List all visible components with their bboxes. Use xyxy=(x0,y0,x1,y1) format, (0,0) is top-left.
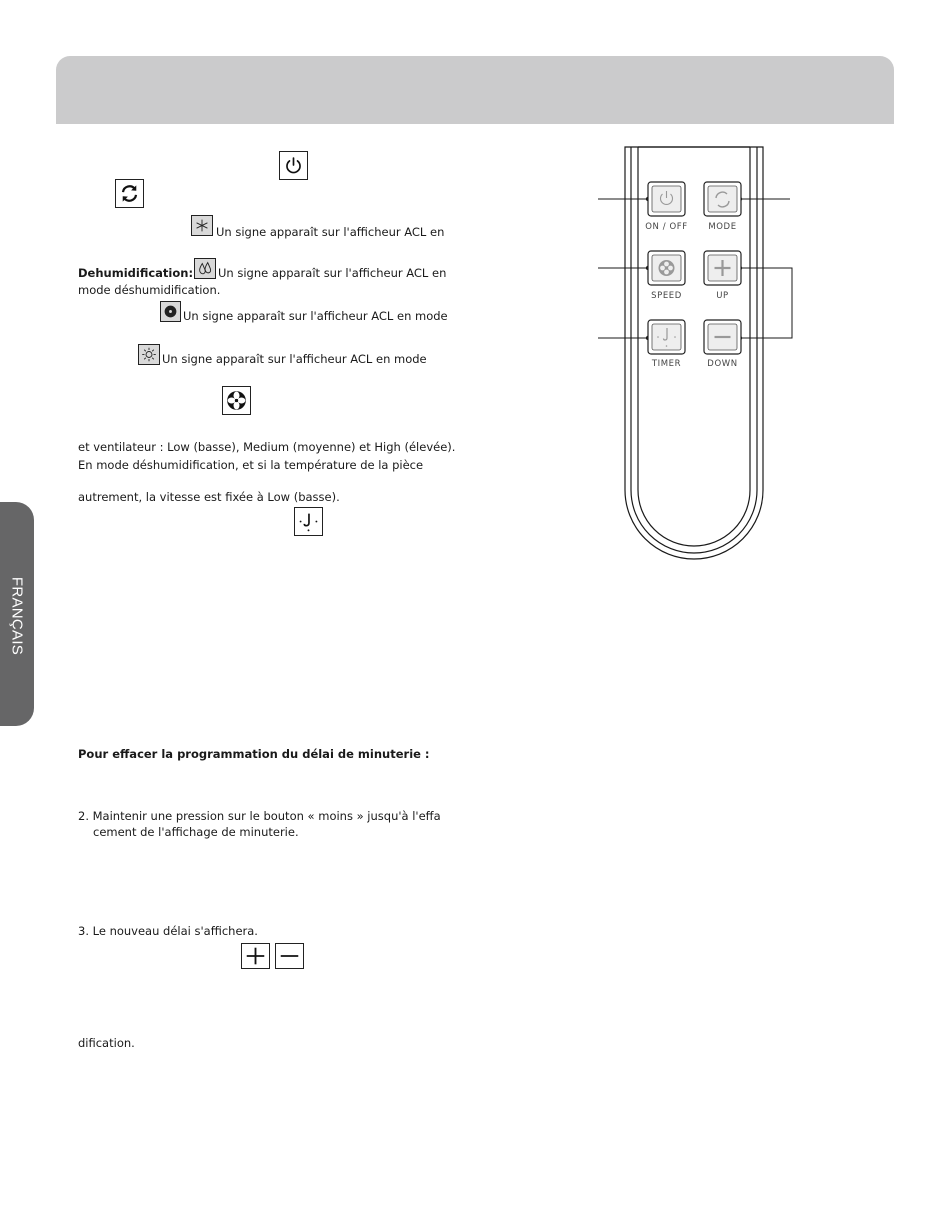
remote-onoff-button[interactable] xyxy=(645,182,688,232)
fan-small-icon xyxy=(161,302,180,321)
fan-mode-text: Un signe apparaît sur l'afficheur ACL en mode xyxy=(183,309,448,323)
speed-text-3: autrement, la vitesse est fixée à Low (basse). xyxy=(78,490,340,504)
dehum-mode-icon xyxy=(194,258,216,279)
fan-mode-icon xyxy=(160,301,181,322)
dification-text: dification. xyxy=(78,1036,135,1050)
up-button-icon xyxy=(241,943,270,969)
remote-onoff-label: ON / OFF xyxy=(645,222,688,232)
timer-button-icon xyxy=(294,507,323,536)
dehum-label: Dehumidification: xyxy=(78,266,194,280)
language-label: FRANÇAIS xyxy=(8,576,26,656)
plus-icon xyxy=(242,944,269,968)
remote-timer-button[interactable] xyxy=(648,320,685,369)
remote-speed-button[interactable] xyxy=(648,251,685,301)
cool-mode-icon xyxy=(191,215,213,236)
fan-icon xyxy=(223,387,250,414)
remote-up-label: UP xyxy=(716,291,729,301)
clock-icon xyxy=(295,508,322,535)
down-button-icon xyxy=(275,943,304,969)
remote-up-button[interactable] xyxy=(704,251,741,301)
heat-mode-icon xyxy=(138,344,160,365)
mode-cycle-icon xyxy=(116,180,143,207)
remote-mode-label: MODE xyxy=(708,222,737,232)
step-3: 3. Le nouveau délai s'affichera. xyxy=(78,924,258,938)
power-button-icon xyxy=(279,151,308,180)
sun-icon xyxy=(139,345,159,364)
remote-down-button[interactable] xyxy=(704,320,741,369)
cool-mode-text: Un signe apparaît sur l'afficheur ACL en xyxy=(216,225,445,239)
remote-timer-label: TIMER xyxy=(651,359,682,369)
remote-mode-button[interactable] xyxy=(704,182,741,232)
language-side-tab xyxy=(0,502,34,726)
cancel-timer-heading: Pour effacer la programmation du délai de minuterie : xyxy=(78,747,430,761)
remote-speed-label: SPEED xyxy=(651,291,682,301)
dehum-mode-text: Un signe apparaît sur l'afficheur ACL en xyxy=(218,266,447,280)
speed-button-icon xyxy=(222,386,251,415)
mode-button-icon xyxy=(115,179,144,208)
heat-mode-text: Un signe apparaît sur l'afficheur ACL en mode xyxy=(162,352,427,366)
speed-text-2: En mode déshumidification, et si la température de la pièce xyxy=(78,458,424,472)
fan-icon xyxy=(659,260,675,276)
droplet-icon xyxy=(195,259,215,278)
header-bar xyxy=(56,56,894,124)
snowflake-icon xyxy=(192,216,212,235)
dehum-mode-text-2: mode déshumidification. xyxy=(78,283,221,297)
step-2-line-2: cement de l'affichage de minuterie. xyxy=(93,825,299,839)
step-2-line-1: 2. Maintenir une pression sur le bouton « moins » jusqu'à l'effa xyxy=(78,809,441,823)
remote-down-label: DOWN xyxy=(707,359,738,369)
speed-text-1: et ventilateur : Low (basse), Medium (moyenne) et High (élevée). xyxy=(78,440,456,454)
minus-icon xyxy=(276,944,303,968)
power-icon xyxy=(280,152,307,179)
